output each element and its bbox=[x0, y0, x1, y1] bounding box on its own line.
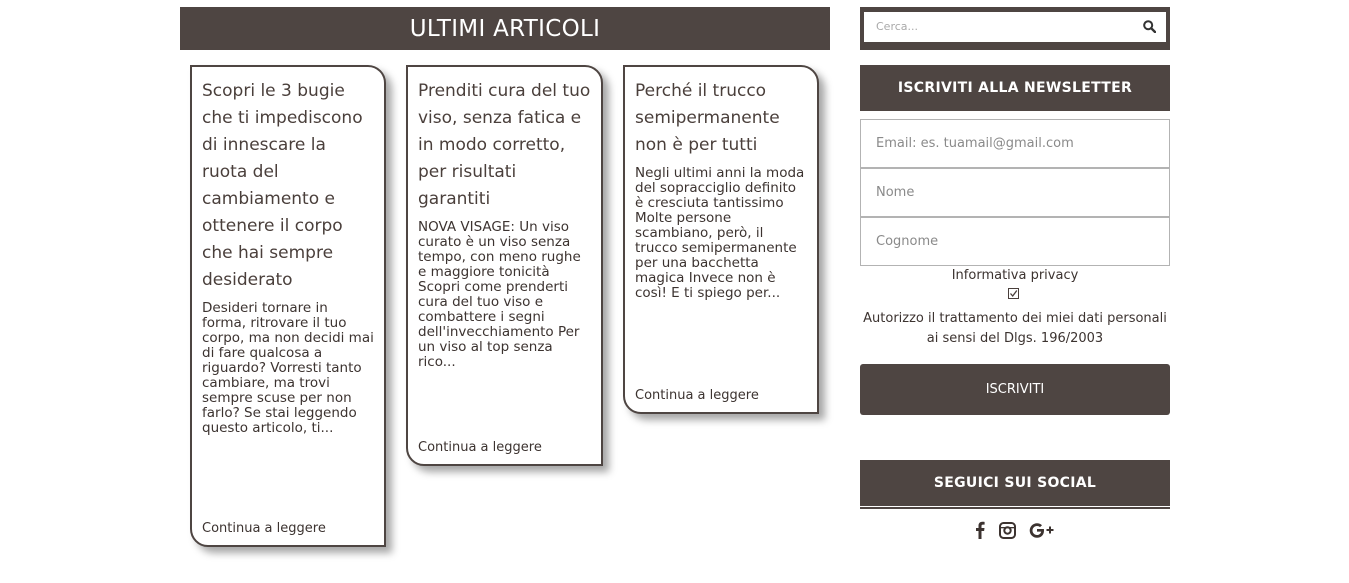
instagram-icon[interactable] bbox=[999, 522, 1016, 539]
read-more-link[interactable]: Continua a leggere bbox=[202, 521, 326, 536]
consent-checkbox[interactable] bbox=[1008, 288, 1019, 299]
search-bar bbox=[860, 7, 1170, 50]
social-title: SEGUICI SUI SOCIAL bbox=[860, 460, 1170, 506]
article-card[interactable] bbox=[190, 65, 386, 547]
search-placeholder: Cerca... bbox=[876, 20, 919, 33]
name-field[interactable] bbox=[860, 168, 1170, 217]
read-more-link[interactable]: Continua a leggere bbox=[635, 388, 759, 403]
article-excerpt: Negli ultimi anni la moda del sopracciglio definito è cresciuta tantissimo Molte persone scambiano, però, il trucco semipermanente per una bacchetta magica Invece non è così! E ti spiego per... bbox=[635, 165, 805, 301]
article-title[interactable]: Scopri le 3 bugie che ti impediscono di innescare la ruota del cambiamento e ottenere il corpo che hai sempre desiderato bbox=[202, 81, 363, 290]
consent-text: Autorizzo il trattamento dei miei dati personali ai sensi del Dlgs. 196/2003 bbox=[863, 311, 1167, 346]
article-title[interactable]: Perché il trucco semipermanente non è per tutti bbox=[635, 81, 780, 155]
privacy-link[interactable]: Informativa privacy bbox=[951, 268, 1079, 283]
search-icon[interactable] bbox=[1143, 20, 1156, 33]
article-card[interactable] bbox=[623, 65, 819, 414]
surname-placeholder: Cognome bbox=[876, 234, 939, 249]
article-excerpt: Desideri tornare in forma, ritrovare il tuo corpo, ma non decidi mai di fare qualcosa a riguardo? Vorresti tanto cambiare, ma trovi sempre scuse per non farlo? Se stai leggendo questo articolo, ti... bbox=[202, 300, 374, 436]
email-field[interactable] bbox=[860, 119, 1170, 168]
email-placeholder: Email: es. tuamail@gmail.com bbox=[876, 136, 1074, 151]
article-title[interactable]: Prenditi cura del tuo viso, senza fatica e in modo corretto, per risultati garantiti bbox=[418, 81, 591, 209]
article-card[interactable] bbox=[406, 65, 603, 466]
name-placeholder: Nome bbox=[876, 185, 915, 200]
search-input[interactable] bbox=[864, 12, 1166, 42]
subscribe-button[interactable]: ISCRIVITI bbox=[860, 364, 1170, 415]
check-icon bbox=[1009, 289, 1018, 298]
google-plus-icon[interactable] bbox=[1029, 522, 1055, 539]
article-excerpt: NOVA VISAGE: Un viso curato è un viso senza tempo, con meno rughe e maggiore tonicità Scopri come prenderti cura del tuo viso e combattere i segni dell'invecchiamento Per un viso al top senza rico... bbox=[418, 219, 581, 370]
newsletter-title: ISCRIVITI ALLA NEWSLETTER bbox=[860, 65, 1170, 111]
surname-field[interactable] bbox=[860, 217, 1170, 266]
divider bbox=[860, 507, 1170, 509]
section-title: ULTIMI ARTICOLI bbox=[180, 7, 830, 50]
facebook-icon[interactable] bbox=[975, 521, 985, 539]
read-more-link[interactable]: Continua a leggere bbox=[418, 440, 542, 455]
